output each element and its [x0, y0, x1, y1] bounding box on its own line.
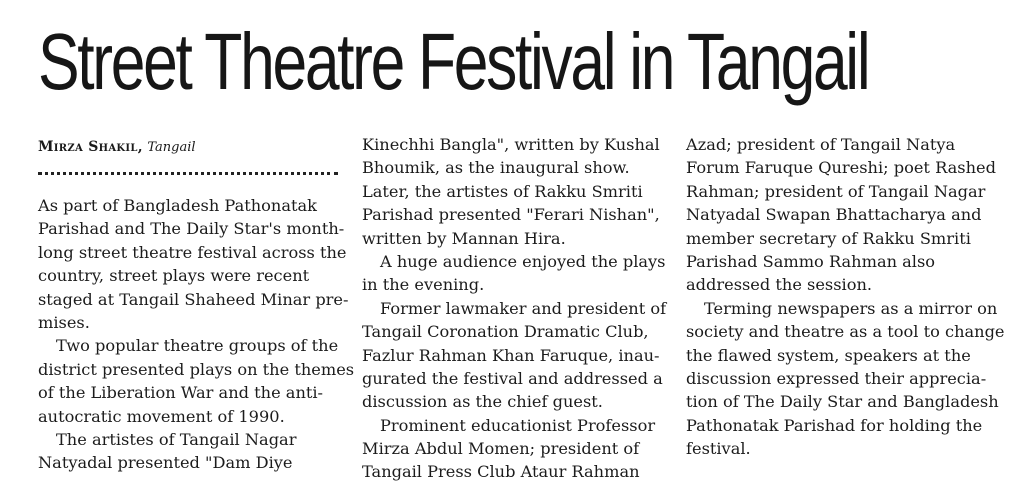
text-line: Natyadal Swapan Bhattacharya and [686, 205, 982, 225]
article-column-1 [38, 194, 354, 475]
text-line: member secretary of Rakku Smriti [686, 228, 971, 248]
text-line: As part of Bangladesh Pathonatak [38, 196, 317, 215]
text-line: Tangail Coronation Dramatic Club, [362, 322, 649, 342]
text-line: society and theatre as a tool to change [686, 322, 1005, 342]
text-line: Natyadal presented "Dam Diye [38, 453, 293, 473]
text-line: festival. [686, 439, 751, 459]
text-line: Pathonatak Parishad for holding the [686, 415, 983, 435]
byline [38, 138, 196, 157]
text-line: Forum Faruque Qureshi; poet Rashed [686, 158, 996, 178]
text-line: Two popular theatre groups of the [56, 336, 339, 356]
text-line: Later, the artistes of Rakku Smriti [362, 181, 643, 201]
dotted-divider [38, 172, 338, 175]
text-line: Prominent educationist Professor [380, 415, 656, 435]
article-column-2 [362, 133, 666, 484]
text-line: country, street plays were recent [38, 266, 310, 286]
article-column-3 [686, 133, 1005, 460]
text-line: gurated the festival and addressed a [362, 368, 663, 388]
text-line: The artistes of Tangail Nagar [56, 429, 297, 449]
text-line: the flawed system, speakers at the [686, 345, 971, 365]
headline: Street Theatre Festival in Tangail [38, 17, 869, 106]
text-line: Parishad Sammo Rahman also [686, 251, 936, 271]
text-line: district presented plays on the themes [38, 359, 355, 379]
text-line: discussion as the chief guest. [362, 392, 603, 412]
text-line: Parishad and The Daily Star's month- [38, 219, 345, 239]
text-line: Azad; president of Tangail Natya [686, 135, 956, 154]
text-line: of the Liberation War and the anti- [38, 383, 324, 403]
text-line: Kinechhi Bangla", written by Kushal [362, 135, 660, 154]
text-line: Terming newspapers as a mirror on [704, 298, 998, 318]
text-line: Fazlur Rahman Khan Faruque, inau- [362, 345, 660, 365]
text-line: long street theatre festival across the [38, 242, 347, 262]
text-line: tion of The Daily Star and Bangladesh [686, 392, 999, 412]
text-line: A huge audience enjoyed the plays [380, 251, 666, 271]
text-line: Tangail Press Club Ataur Rahman [362, 462, 640, 482]
text-line: in the evening. [362, 275, 485, 295]
text-line: addressed the session. [686, 275, 873, 295]
byline-author: Mirza Shakil, [38, 139, 143, 155]
text-line: Rahman; president of Tangail Nagar [686, 181, 986, 201]
byline-location: Tangail [147, 140, 196, 155]
text-line: mises. [38, 312, 90, 332]
text-line: staged at Tangail Shaheed Minar pre- [38, 289, 349, 309]
text-line: Parishad presented "Ferari Nishan", [362, 205, 660, 225]
text-line: written by Mannan Hira. [362, 228, 566, 248]
text-line: Bhoumik, as the inaugural show. [362, 158, 630, 178]
text-line: Former lawmaker and president of [380, 298, 667, 318]
text-line: discussion expressed their apprecia- [686, 368, 987, 388]
text-line: Mirza Abdul Momen; president of [362, 439, 640, 459]
text-line: autocratic movement of 1990. [38, 406, 285, 426]
